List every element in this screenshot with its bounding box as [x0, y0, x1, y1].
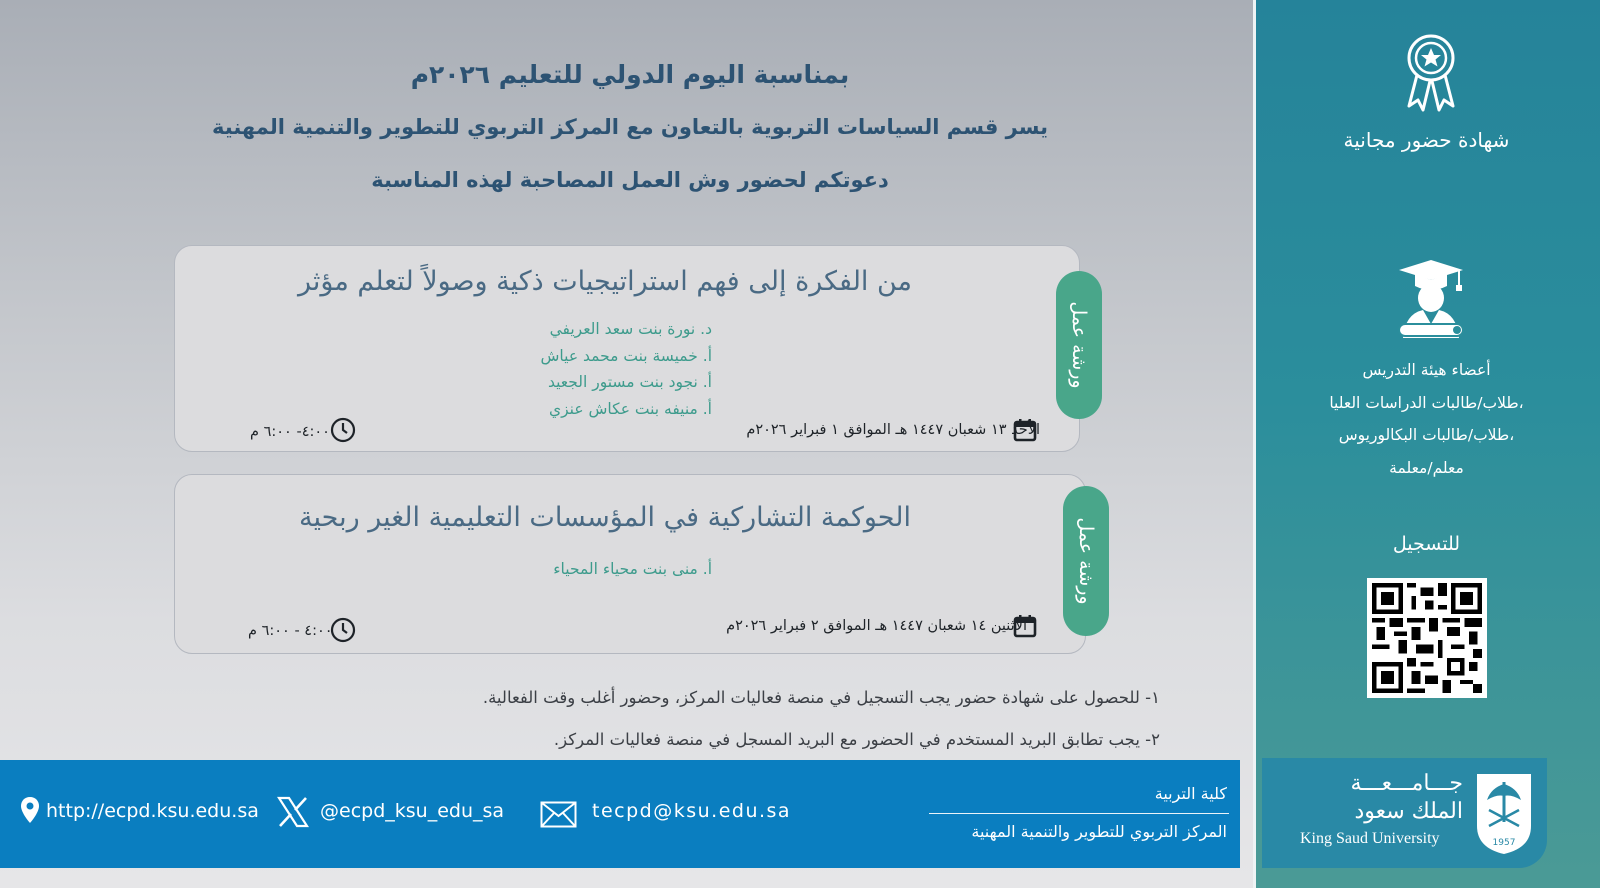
ksu-logo-box — [1262, 758, 1547, 868]
free-certificate-label: شهادة حضور مجانية — [1343, 128, 1510, 152]
speaker-list — [480, 556, 712, 583]
workshop-tab — [1056, 271, 1102, 419]
graduate-icon — [1393, 258, 1469, 346]
note-item: ١- للحصول على شهادة حضور يجب التسجيل في منصة فعاليات المركز، وحضور أغلب وقت الفعالية. — [482, 688, 1160, 707]
speaker-name: أ. منيفه بنت عكاش عنزي — [548, 399, 712, 418]
clock-icon — [330, 417, 356, 443]
audience-item: أعضاء هيئة التدريس — [1362, 361, 1491, 379]
workshop-tab-label: ورشة عمل — [1075, 517, 1097, 605]
workshop-title: الحوكمة التشاركية في المؤسسات التعليمية الغير ربحية — [299, 502, 911, 533]
center-name: المركز التربوي للتطوير والتنمية المهنية — [971, 822, 1227, 841]
award-ribbon-icon — [1401, 32, 1461, 114]
location-pin-icon — [20, 796, 40, 824]
emblem-year: 1957 — [1492, 838, 1516, 848]
audience-item: معلم/معلمة — [1389, 458, 1464, 477]
email-link[interactable]: tecpd@ksu.edu.sa — [592, 800, 792, 822]
workshop-time: ٤:٠٠ - ٦:٠٠ م — [248, 623, 333, 639]
college-name: كلية التربية — [1154, 784, 1227, 803]
clock-icon — [330, 617, 356, 643]
header-title: بمناسبة اليوم الدولي للتعليم ٢٠٢٦م — [410, 60, 850, 89]
header-subtitle: يسر قسم السياسات التربوية بالتعاون مع المركز التربوي للتطوير والتنمية المهنية — [212, 115, 1048, 139]
university-name-en: King Saud University — [1300, 830, 1440, 847]
speaker-name: أ. نجود بنت مستور الجعيد — [547, 373, 712, 391]
university-name-ar — [1293, 770, 1463, 826]
x-logo-icon[interactable] — [277, 796, 309, 828]
speaker-name: أ. خميسة بنت محمد عياش — [540, 346, 712, 365]
registration-qr-code[interactable] — [1367, 578, 1487, 698]
note-item: ٢- يجب تطابق البريد المستخدم في الحضور مع البريد المسجل في منصة فعاليات المركز. — [553, 730, 1160, 749]
speaker-list — [480, 316, 712, 422]
speaker-name: أ. منى بنت محياء المحياء — [553, 560, 712, 578]
audience-item: طلاب/طالبات الدراسات العليا، — [1329, 393, 1524, 412]
mail-icon — [540, 801, 577, 828]
footer-divider — [929, 813, 1229, 814]
university-name-ar-line2: الملك سعود — [1354, 799, 1463, 824]
audience-item: طلاب/طالبات البكالوريوس، — [1338, 426, 1515, 444]
speaker-name: د. نورة بنت سعد العريفي — [549, 320, 712, 338]
workshop-title: من الفكرة إلى فهم استراتيجيات ذكية وصولاً لتعلم مؤثر — [297, 266, 913, 297]
header-invitation: دعوتكم لحضور وش العمل المصاحبة لهذه المناسبة — [371, 168, 889, 192]
workshop-tab — [1063, 486, 1109, 636]
workshop-date: الاثنين ١٤ شعبان ١٤٤٧ هـ الموافق ٢ فبراير ٢٠٢٦م — [726, 618, 1027, 634]
workshop-date: الأحد ١٣ شعبان ١٤٤٧ هـ الموافق ١ فبراير ٢٠٢٦م — [746, 422, 1040, 438]
footer-bar — [0, 760, 1240, 868]
register-label: للتسجيل — [1392, 533, 1461, 555]
sidebar-divider — [1253, 0, 1256, 888]
university-name-ar-line1: جـــامـــعـــة — [1350, 771, 1463, 796]
qr-code-icon — [1372, 583, 1482, 693]
workshop-time: ٤:٠٠- ٦:٠٠ م — [250, 424, 330, 440]
x-handle-link[interactable]: @ecpd_ksu_edu_sa — [320, 800, 505, 822]
audience-list — [1253, 354, 1600, 484]
ksu-emblem-icon — [1473, 770, 1535, 856]
sidebar-panel — [1253, 0, 1600, 888]
workshop-tab-label: ورشة عمل — [1068, 301, 1090, 389]
website-link[interactable]: http://ecpd.ksu.edu.sa — [46, 800, 259, 822]
